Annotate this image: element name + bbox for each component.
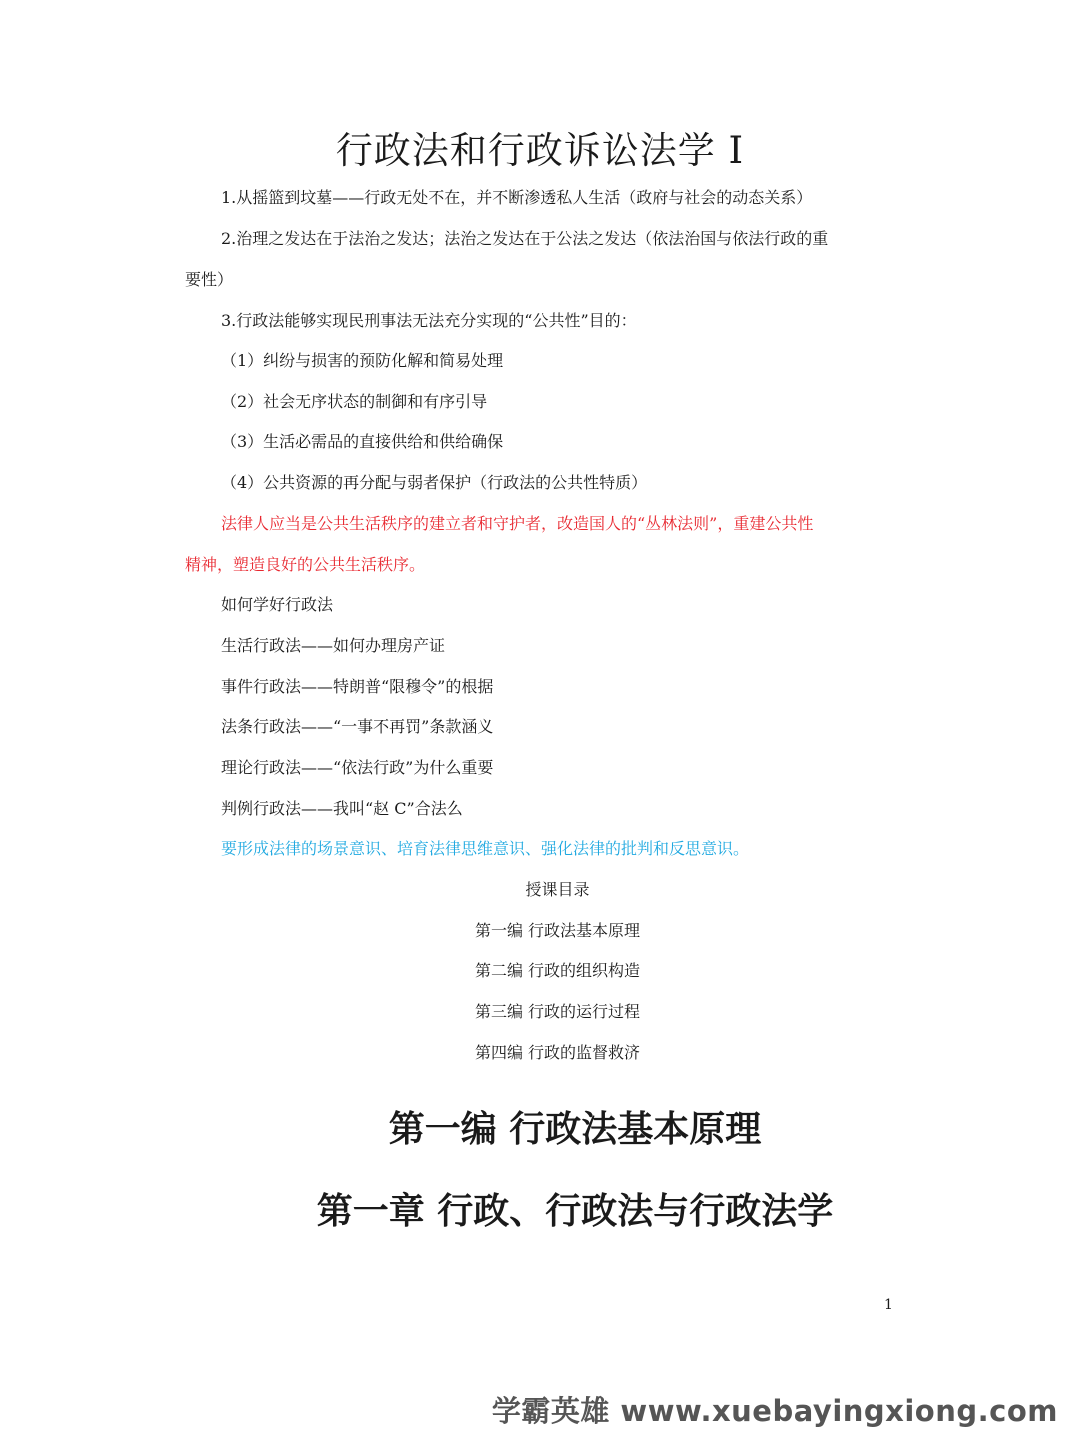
toc-heading: 授课目录 [525, 880, 590, 899]
toc-item: 第四编 行政的监督救济 [474, 1043, 641, 1062]
point-2 [185, 229, 900, 249]
learn-item [185, 717, 900, 737]
toc-item: 第一编 行政法基本原理 [474, 921, 641, 940]
cyan-statement-text: 要形成法律的场景意识、培育法律思维意识、强化法律的批判和反思意识。 [221, 839, 750, 858]
part-heading: 第一编 行政法基本原理 [388, 1109, 762, 1150]
chapter-heading: 第一章 行政、行政法与行政法学 [316, 1191, 834, 1232]
point-2-continued: 要性） [185, 270, 234, 289]
document-title: 行政法和行政诉讼法学 I [335, 129, 745, 172]
site-watermark: 学霸英雄 www.xuebayingxiong.com [491, 1394, 1058, 1428]
point-2-text: 2.治理之发达在于法治之发达；法治之发达在于公法之发达（依法治国与依法行政的重 [221, 229, 829, 248]
learn-item-text: 法条行政法——“一事不再罚”条款涵义 [221, 717, 494, 736]
purpose-item [185, 351, 900, 371]
purpose-item [185, 392, 900, 412]
learn-item-text: 生活行政法——如何办理房产证 [221, 636, 446, 655]
purpose-item-text: （4）公共资源的再分配与弱者保护（行政法的公共性特质） [221, 473, 648, 492]
point-3-text: 3.行政法能够实现民刑事法无法充分实现的“公共性”目的： [221, 311, 637, 330]
purpose-item [185, 432, 900, 452]
learn-item-text: 事件行政法——特朗普“限穆令”的根据 [221, 677, 494, 696]
page-number: 1 [884, 1297, 893, 1313]
point-3 [185, 311, 900, 331]
purpose-item [185, 473, 900, 493]
red-statement-text: 法律人应当是公共生活秩序的建立者和守护者，改造国人的“丛林法则”，重建公共性 [221, 514, 814, 533]
learn-item-text: 理论行政法——“依法行政”为什么重要 [221, 758, 494, 777]
learn-item [185, 758, 900, 778]
purpose-item-text: （2）社会无序状态的制御和有序引导 [221, 392, 488, 411]
red-statement-line-2: 精神，塑造良好的公共生活秩序。 [185, 555, 426, 574]
point-1 [185, 188, 900, 208]
toc-item: 第三编 行政的运行过程 [474, 1002, 641, 1021]
how-to-learn-heading [185, 595, 900, 615]
purpose-item-text: （3）生活必需品的直接供给和供给确保 [221, 432, 504, 451]
learn-item-text: 判例行政法——我叫“赵 C”合法么 [221, 799, 463, 818]
purpose-item-text: （1）纠纷与损害的预防化解和简易处理 [221, 351, 504, 370]
learn-item [185, 799, 900, 819]
learn-item [185, 677, 900, 697]
red-statement-line-1 [185, 514, 900, 534]
point-1-text: 1.从摇篮到坟墓——行政无处不在，并不断渗透私人生活（政府与社会的动态关系） [221, 188, 813, 207]
learn-item [185, 636, 900, 656]
toc-item: 第二编 行政的组织构造 [474, 961, 641, 980]
how-to-learn-heading-text: 如何学好行政法 [221, 595, 334, 614]
cyan-statement [185, 839, 900, 859]
